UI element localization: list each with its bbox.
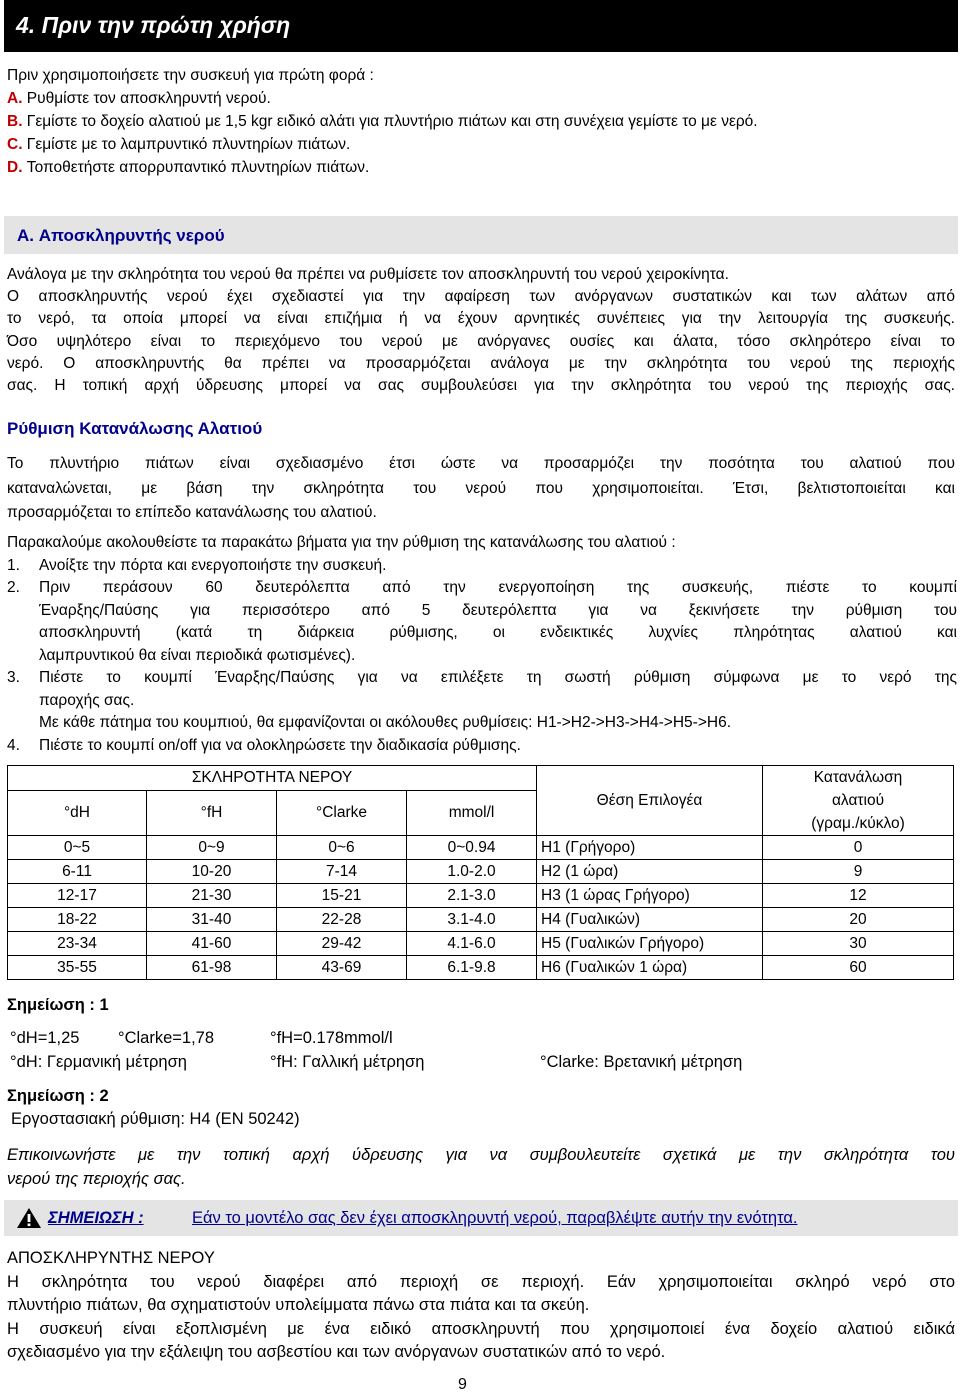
intro-item-c: C. Γεμίστε με το λαμπρυντικό πλυντηρίων πιάτων. [7, 136, 351, 153]
warning-bar [4, 1200, 958, 1236]
step-1: 1. Ανοίξτε την πόρτα και ενεργοποιήστε την συσκευή. [7, 556, 387, 574]
note-1-clarke-def: °Clarke: Βρετανική μέτρηση [540, 1053, 743, 1071]
hardness-group-header: ΣΚΛΗΡΟΤΗΤΑ ΝΕΡΟΥ [8, 766, 537, 791]
chapter-header [4, 0, 958, 52]
section-a-title: A. Αποσκληρυντής νερού [17, 226, 225, 245]
section-a-intro: Ανάλογα με την σκληρότητα του νερού θα πρέπει να ρυθμίσετε τον αποσκληρυντή του νερού χειροκίνητα. [7, 266, 729, 283]
warning-triangle-icon [16, 1207, 42, 1229]
intro-item-d: D. Τοποθετήστε απορρυπαντικό πλυντηρίων πιάτων. [7, 159, 370, 176]
salt-steps [7, 532, 957, 757]
table-row: 6-11 10-20 7-14 1.0-2.0 H2 (1 ώρα) 9 [8, 860, 954, 884]
table-group-header-row [8, 766, 954, 791]
intro-lead: Πριν χρησιμοποιήσετε την συσκευή για πρώτη φορά : [7, 67, 374, 84]
step-3: 3. Πιέστε το κουμπί Έναρξης/Παύσης για να επιλέξετε τη σωστή ρύθμιση σύμφωνα με το νερό της παροχής σας. Με κάθε πάτημα του κουμπιού, θα εμφανίζονται οι ακόλουθες ρυθμίσεις: H1->H2->H3->H4->H5->H6. [7, 669, 957, 731]
col-fh: °fH [147, 790, 277, 835]
note-1-dh-value: °dH=1,25 [10, 1029, 80, 1047]
note-1-clarke-value: °Clarke=1,78 [118, 1029, 215, 1047]
step-2: 2. Πριν περάσουν 60 δευτερόλεπτα από την ενεργοποίηση της συσκευής, πιέστε το κουμπί Έναρξης/Παύσης για περισσότερο από 5 δευτερόλεπτα για να ξεκινήσετε την ρύθμιση του αποσκληρυντή (κατά τη διάρκεια ρύθμισης, οι ενδεικτικές λυχνίες πληρότητας αλατιού και λαμπρυντικού θα είναι περιοδικά φωτισμένες). [7, 579, 957, 664]
table-row: 35-55 61-98 43-69 6.1-9.8 H6 (Γυαλικών 1 ώρα) 60 [8, 956, 954, 980]
section-a-description: Ο αποσκληρυντής νερού έχει σχεδιαστεί για την αφαίρεση των ανόργανων συστατικών και των αλάτων από το νερό, τα οποία μπορεί να είναι επιζήμια ή να έχουν αρνητικές συνέπειες για την λειτουργία της συσκευής. Όσο υψηλότερο είναι το περιεχόμενο του νερού με ανόργανες ουσίες και άλατα, τόσο σκληρότερο είναι το νερό. Ο αποσκληρυντής θα πρέπει να προσαρμόζεται ανάλογα με την σκληρότητα του νερού της περιοχής σας. Η τοπική αρχή ύδρευσης μπορεί να σας συμβουλεύσει για την σκληρότητα του νερού της περιοχής σας. [7, 288, 955, 395]
table-row: 12-17 21-30 15-21 2.1-3.0 H3 (1 ώρας Γρήγορο) 12 [8, 884, 954, 908]
note-2-label: Σημείωση : 2 [7, 1087, 109, 1105]
table-row: 0~5 0~9 0~6 0~0.94 H1 (Γρήγορο) 0 [8, 836, 954, 860]
col-clarke: °Clarke [277, 790, 407, 835]
intro-item-a: A. Ρυθμίστε τον αποσκληρυντή νερού. [7, 90, 271, 107]
softener-title: ΑΠΟΣΚΛΗΡΥΝΤΗΣ ΝΕΡΟΥ [7, 1249, 215, 1267]
col-dh: °dH [8, 790, 147, 835]
col-mmol: mmol/l [407, 790, 537, 835]
intro-item-b: B. Γεμίστε το δοχείο αλατιού με 1,5 kgr ειδικό αλάτι για πλυντήριο πιάτων και στη συνέχεια γεμίστε το με νερό. [7, 113, 758, 130]
steps-lead: Παρακαλούμε ακολουθείστε τα παρακάτω βήματα για την ρύθμιση της κατανάλωσης του αλατιού : [7, 534, 676, 551]
step-4: 4. Πιέστε το κουμπί on/off για να ολοκληρώσετε την διαδικασία ρύθμισης. [7, 736, 521, 754]
table-row: 23-34 41-60 29-42 4.1-6.0 H5 (Γυαλικών Γρήγορο) 30 [8, 932, 954, 956]
intro-list [7, 64, 955, 179]
table-row: 18-22 31-40 22-28 3.1-4.0 H4 (Γυαλικών) 20 [8, 908, 954, 932]
softener-section: ΑΠΟΣΚΛΗΡΥΝΤΗΣ ΝΕΡΟΥ Η σκληρότητα του νερού διαφέρει από περιοχή σε περιοχή. Εάν χρησιμοποιείται σκληρό νερό στο πλυντήριο πιάτων, θα σχηματιστούν υπολείμματα πάνω στα πιάτα και τα σκεύη. Η συσκευή είναι εξοπλισμένη με ένα ειδικό αποσκληρυντή που χρησιμοποιεί ένα δοχείο αλατιού ειδικά σχεδιασμένο για την εξάλειψη του ασβεστίου και των ανόργανων συστατικών από το νερό. [7, 1249, 955, 1361]
water-hardness-table [7, 765, 954, 980]
note-1-fh-def: °fH: Γαλλική μέτρηση [270, 1053, 425, 1071]
section-a-header [4, 216, 958, 254]
note-1-label: Σημείωση : 1 [7, 996, 109, 1014]
salt-consumption-header: Κατανάλωση αλατιού (γραμ./κύκλο) [763, 766, 954, 836]
note-1-dh-def: °dH: Γερμανική μέτρηση [10, 1053, 187, 1071]
salt-section-title: Ρύθμιση Κατανάλωσης Αλατιού [7, 419, 263, 438]
selector-position-header: Θέση Επιλογέα [537, 766, 763, 836]
warning-title: ΣΗΜΕΙΩΣΗ : [48, 1209, 144, 1227]
salt-description: Το πλυντήριο πιάτων είναι σχεδιασμένο έτσι ώστε να προσαρμόζει την ποσότητα του αλατιού που καταναλώνεται, με βάση την σκληρότητα του νερού που χρησιμοποιείται. Έτσι, βελτιστοποιείται και προσαρμόζεται το επίπεδο κατανάλωσης του αλατιού. [7, 455, 955, 521]
note-1-fh-value: °fH=0.178mmol/l [270, 1029, 393, 1047]
page-number: 9 [458, 1376, 467, 1393]
contact-note: Επικοινωνήστε με την τοπική αρχή ύδρευσης για να συμβουλευτείτε σχετικά με την σκληρότητα του νερού της περιοχής σας. [7, 1146, 955, 1188]
chapter-title: 4. Πριν την πρώτη χρήση [16, 12, 291, 38]
warning-text: Εάν το μοντέλο σας δεν έχει αποσκληρυντή νερού, παραβλέψτε αυτήν την ενότητα. [192, 1209, 798, 1227]
note-2-text: Εργοστασιακή ρύθμιση: H4 (EN 50242) [11, 1110, 300, 1128]
